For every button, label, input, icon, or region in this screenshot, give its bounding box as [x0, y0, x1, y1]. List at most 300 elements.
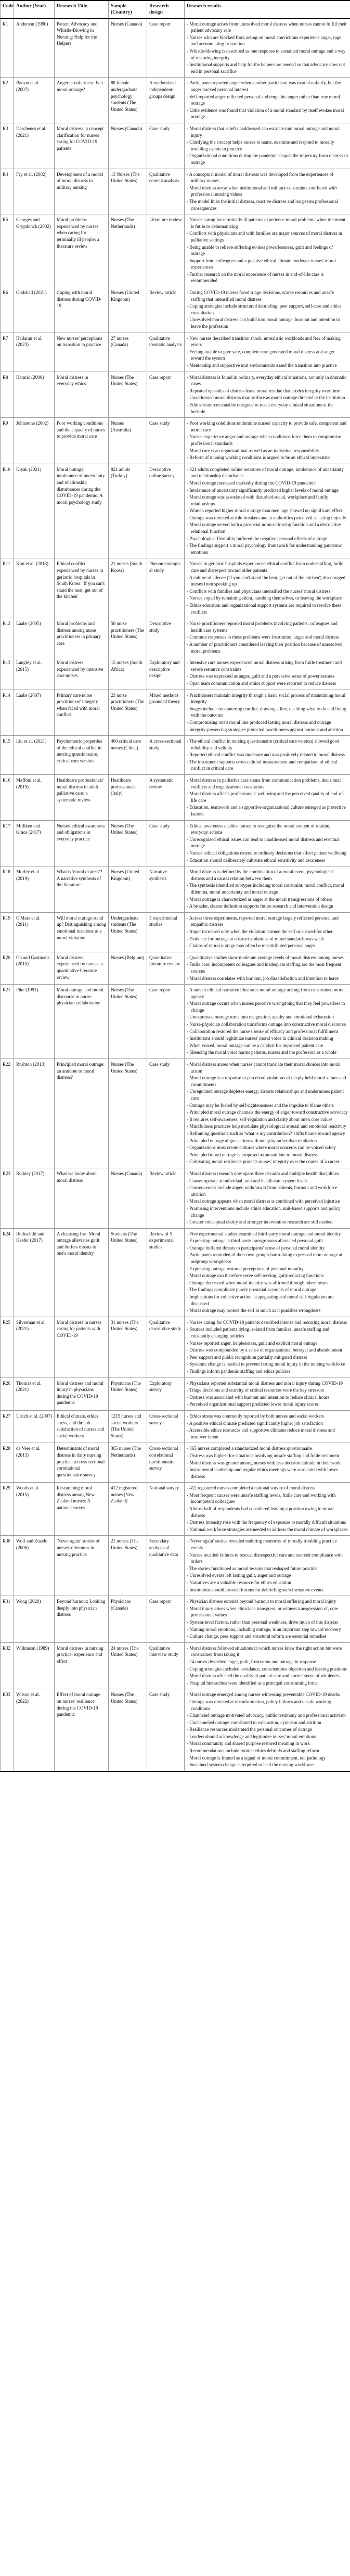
result-item: - When voiced, moral outrage can be a catalyst for improved patient care [187, 1042, 348, 1049]
design-cell: Quantitative literature review [147, 952, 185, 984]
design-cell: Qualitative descriptive study [147, 1317, 185, 1378]
design-cell: A cross-sectional study [147, 736, 185, 775]
design-cell: National survey [147, 1483, 185, 1536]
table-row [1, 123, 350, 169]
table-row [1, 558, 350, 618]
result-item: - A nurse's clinical narrative illustrates moral outrage arising from constrained moral agency [187, 987, 348, 1000]
design-cell: Case study [147, 123, 185, 169]
result-item: - Physician distress extends beyond burnout to moral suffering and moral injury [187, 1598, 348, 1605]
result-item: - Ethical awareness enables nurses to recognize the moral content of routine, everyday actions [187, 823, 348, 836]
result-item: - Conflicts with families and physicians intensified the nurses' moral distress [187, 588, 348, 595]
design-cell: Exploratory and descriptive design [147, 657, 185, 690]
table-row [1, 1228, 350, 1317]
result-item: - Outrage decreased when moral identity was affirmed through other means [187, 1280, 348, 1286]
result-item: - Moral injury arises when clinicians transgress, or witness transgression of, core professional values [187, 1605, 348, 1618]
result-item: - Education should deliberately cultivate ethical sensitivity and awareness [187, 857, 348, 864]
title-cell: What is 'moral distress'? A narrative synthesis of the literature [55, 866, 109, 913]
results-cell [185, 1483, 350, 1536]
table-row [1, 1443, 350, 1483]
result-item: - A number of practitioners considered leaving their position because of unresolved moral problems [187, 641, 348, 654]
title-cell: Principled moral outrage: an antidote to moral distress? [55, 1059, 109, 1168]
result-item: - Sustained system change is required to heal the nursing workforce [187, 1762, 348, 1768]
column-header: Sample (Country) [109, 1, 147, 18]
design-cell: Case report [147, 372, 185, 418]
result-item: - Moral distress followed situations in which nurses knew the right action but were constrained from taking it [187, 1645, 348, 1658]
title-cell: Patient Advocacy and Whistle-Blowing in Nursing: Help for the Helpers [55, 18, 109, 78]
result-item: - Nurses recalled failures to rescue, disrespectful care and coerced compliance with orders [187, 1552, 348, 1565]
table-row [1, 912, 350, 952]
table-row [1, 736, 350, 775]
code-cell: R1 [1, 18, 14, 78]
table-row [1, 1059, 350, 1168]
result-item: - Integrity-preserving strategies protected practitioners against burnout and attrition [187, 726, 348, 733]
result-item: - 365 nurses completed a standardized moral distress questionnaire [187, 1445, 348, 1452]
sample-cell: Nurses (Canada) [109, 123, 147, 169]
sample-cell: 13 Nurses (The United States) [109, 169, 147, 214]
author-cell: Deschenes et al. (2021) [14, 123, 55, 169]
author-cell: Milliken and Grace (2017) [14, 820, 55, 866]
title-cell: Ethical conflict experienced by nurses in geriatric hospitals in South Korea: 'If you can't stand the heat, get out of the kitchen' [55, 558, 109, 618]
result-item: - Promising interventions include ethics education, unit-based supports and policy change [187, 1205, 348, 1218]
sample-cell: Nurses (Australia) [109, 418, 147, 464]
results-cell [185, 952, 350, 984]
result-item: - The findings complicate purely prosocial accounts of moral outrage [187, 1286, 348, 1293]
result-item: - Nurses in geriatric hospitals experienced ethical conflict from understaffing, futile care and disrespect toward older patients [187, 560, 348, 573]
result-item: - Consequences include anger, withdrawal from patients, burnout and workforce attrition [187, 1184, 348, 1197]
author-cell: de Veer et al. (2013) [14, 1443, 55, 1483]
author-cell: Wilkinson (1989) [14, 1642, 55, 1689]
design-cell: 3 experimental studies [147, 912, 185, 952]
title-cell: Ethical climate, ethics stress, and the job satisfaction of nurses and social workers [55, 1410, 109, 1443]
sample-cell: Nurses (United Kingdom) [109, 287, 147, 333]
design-cell: A systematic review [147, 775, 185, 821]
table-row [1, 1317, 350, 1378]
result-item: - Ethics education and organizational support systems are required to resolve these conflicts [187, 602, 348, 615]
table-header-row [1, 1, 350, 18]
result-item: - Silencing the moral voice harms patients, nurses and the profession as a whole [187, 1049, 348, 1056]
sample-cell: Physicians (The United States) [109, 1378, 147, 1410]
code-cell: R33 [1, 1689, 14, 1771]
code-cell: R28 [1, 1443, 14, 1483]
code-cell: R21 [1, 985, 14, 1059]
result-item: - Outrage buffered threats to participants' sense of personal moral identity [187, 1245, 348, 1252]
author-cell: Wolf and Zuzelo (2006) [14, 1536, 55, 1596]
result-item: - Expressing outrage at third-party transgressors alleviated personal guilt [187, 1238, 348, 1244]
author-cell: Godshall (2021) [14, 287, 55, 333]
result-item: - Moral outrage was associated with disturbed social, workplace and family relationships [187, 494, 348, 507]
code-cell: R3 [1, 123, 14, 169]
design-cell: Case study [147, 418, 185, 464]
result-item: - Expressing outrage restored perceptions of personal morality [187, 1266, 348, 1272]
result-item: - Moral outrage emerged among nurses witnessing preventable COVID-19 deaths [187, 1691, 348, 1698]
sample-cell: Nurses (The United States) [109, 1059, 147, 1168]
design-cell: Secondary analysis of qualitative data [147, 1536, 185, 1596]
result-item: - Intolerance of uncertainty significantly predicted higher levels of moral outrage [187, 487, 348, 494]
result-item: - Reported ethical conflict was moderate and was positively related to moral distress [187, 751, 348, 758]
author-cell: Fry et al. (2002) [14, 169, 55, 214]
result-item: - Unresolved moral distress can build into moral outrage, burnout and intention to leave the profession [187, 316, 348, 329]
author-cell: Batson et al. (2007) [14, 78, 55, 123]
title-cell: Determinants of moral distress in daily nursing practice: a cross sectional correlational questionnaire survey [55, 1443, 109, 1483]
code-cell: R26 [1, 1378, 14, 1410]
results-cell [185, 558, 350, 618]
result-item: - Moral outrage arises from unresolved moral distress when nurses cannot fulfill their patient advocacy role [187, 21, 348, 34]
result-item: - Common responses to these problems were frustration, anger and moral distress [187, 634, 348, 641]
result-item: - Moral outrage served both a prosocial norm-enforcing function and a destructive relational function [187, 521, 348, 534]
result-item: - Nurses' ethical obligations extend to ordinary decisions that affect patient wellbeing [187, 850, 348, 857]
code-cell: R12 [1, 618, 14, 657]
results-cell [185, 287, 350, 333]
title-cell: Moral problems and distress among nurse practitioners in primary care [55, 618, 109, 657]
result-item: - Outrage was directed at misinformation, policy failures and unsafe working conditions [187, 1699, 348, 1712]
results-cell [185, 372, 350, 418]
column-header: Code [1, 1, 14, 18]
result-item: - Outrage was directed at rule-breakers and at authorities perceived as acting unjustly [187, 515, 348, 521]
code-cell: R32 [1, 1642, 14, 1689]
result-item: - Distress was associated with burnout and intention to reduce clinical hours [187, 1394, 348, 1401]
title-cell: Moral distress and moral injury in physicians during the COVID-19 pandemic [55, 1378, 109, 1410]
result-item: - Moral distress that is left unaddressed can escalate into moral outrage and moral injury [187, 125, 348, 138]
results-cell [185, 214, 350, 287]
design-cell: Case study [147, 1059, 185, 1168]
design-cell: Qualitative interview study [147, 1642, 185, 1689]
result-item: - Perceived organizational support predicted lower moral injury scores [187, 1401, 348, 1408]
result-item: - Participants reported anger when another participant was treated unfairly, but the anger tracked personal interest [187, 80, 348, 93]
code-cell: R11 [1, 558, 14, 618]
result-item: - Self-reported anger reflected personal and empathic anger rather than true moral outrage [187, 94, 348, 107]
result-item: - Clarifying the concept helps nurses to name, examine and respond to morally troubling events in practice [187, 139, 348, 152]
result-item: - Channeled outrage motivated advocacy, public testimony and professional activism [187, 1712, 348, 1719]
design-cell: A randomized independent-groups design [147, 78, 185, 123]
author-cell: Woods et al. (2015) [14, 1483, 55, 1536]
author-cell: Hamric (2000) [14, 372, 55, 418]
design-cell: Descriptive online survey [147, 464, 185, 558]
result-item: - Nurse practitioners reported moral problems involving patients, colleagues and health care systems [187, 620, 348, 633]
title-cell: Moral distress experienced by intensive care nurses [55, 657, 109, 690]
sample-cell: Nurses (The Netherlands) [109, 214, 147, 287]
results-cell [185, 333, 350, 372]
sample-cell: 1215 nurses and social workers (The United States) [109, 1410, 147, 1443]
result-item: - It requires self-awareness, self-regulation and clarity about one's core values [187, 1116, 348, 1123]
table-row [1, 1596, 350, 1643]
results-cell [185, 1443, 350, 1483]
result-item: - Moral distress correlates with burnout, job dissatisfaction and intention to leave [187, 975, 348, 982]
results-cell [185, 912, 350, 952]
results-cell [185, 866, 350, 913]
table-row [1, 1483, 350, 1536]
sample-cell: 88 female undergraduate psychology students (The United States) [109, 78, 147, 123]
results-cell [185, 418, 350, 464]
author-cell: O'Mara et al. (2011) [14, 912, 55, 952]
code-cell: R27 [1, 1410, 14, 1443]
design-cell: Narrative synthesis [147, 866, 185, 913]
result-item: - Stages include encountering conflict, drawing a line, deciding what to do and living with the outcome [187, 706, 348, 719]
result-item: - Repeated episodes of distress leave moral residue that erodes integrity over time [187, 388, 348, 394]
result-item: - Collaboration restored the nurse's sense of efficacy and professional fulfillment [187, 1028, 348, 1035]
title-cell: Moral outrage and moral discourse in nurse-physician collaboration [55, 985, 109, 1059]
result-item: - Culture change, peer support and structural reform are essential remedies [187, 1633, 348, 1640]
author-cell: Laabs (2005) [14, 618, 55, 657]
result-item: - Organizations must create cultures where moral concerns can be voiced safely [187, 1144, 348, 1151]
design-cell: Cross-sectional correlational questionnaire survey [147, 1443, 185, 1483]
table-row [1, 1689, 350, 1771]
sample-cell: 365 nurses (The Netherlands) [109, 1443, 147, 1483]
result-item: - Ethics stress was commonly reported by both nurses and social workers [187, 1413, 348, 1420]
result-item: - Reform of nursing working conditions is argued to be an ethical imperative [187, 454, 348, 461]
title-cell: Psychometric properties of the ethical conflict in nursing questionnaire, critical care version [55, 736, 109, 775]
title-cell: Effect of moral outrage on nurses' resilience during the COVID-19 pandemic [55, 1689, 109, 1771]
result-item: - Moral distress affected the quality of patient care and nurses' sense of wholeness [187, 1673, 348, 1679]
author-cell: Pike (1991) [14, 985, 55, 1059]
code-cell: R25 [1, 1317, 14, 1378]
title-cell: A cleansing fire: Moral outrage alleviates guilt and buffers threats to one's moral identity [55, 1228, 109, 1317]
table-row [1, 820, 350, 866]
result-item: - The model links the initial distress, reactive distress and long-term professional consequences [187, 198, 348, 211]
result-item: - Narratives are a valuable resource for ethics education [187, 1579, 348, 1586]
code-cell: R7 [1, 333, 14, 372]
result-item: - Moral distress research now spans three decades and multiple health disciplines [187, 1170, 348, 1177]
table-row [1, 866, 350, 913]
design-cell: Review of 5 experimental studies [147, 1228, 185, 1317]
result-item: - Physicians reported substantial moral distress and moral injury during COVID-19 [187, 1380, 348, 1387]
results-cell [185, 464, 350, 558]
design-cell: Cross-sectional survey [147, 1410, 185, 1443]
column-header: Research results [185, 1, 350, 18]
author-cell: Kim et al. (2018) [14, 558, 55, 618]
table-body [1, 18, 350, 1771]
author-cell: Georges and Grypdonck (2002) [14, 214, 55, 287]
result-item: - Intensive care nurses experienced moral distress arising from futile treatment and severe resource constraints [187, 659, 348, 672]
table-row [1, 418, 350, 464]
results-cell [185, 123, 350, 169]
result-item: - Greater conceptual clarity and stronger intervention research are still needed [187, 1219, 348, 1226]
table-row [1, 1410, 350, 1443]
result-item: - Peer support and public recognition partially mitigated distress [187, 1354, 348, 1361]
result-item: - Principled outrage aligns action with integrity rather than retaliation [187, 1138, 348, 1144]
result-item: - Five experimental studies examined third-party moral outrage and moral identity [187, 1231, 348, 1238]
sample-cell: Nurses (Canada) [109, 18, 147, 78]
title-cell: Moral problems experienced by nurses when caring for terminally ill people: a literature review [55, 214, 109, 287]
column-header: Author (Year) [14, 1, 55, 18]
result-item: - Whistle-blowing is described as one response to sustained moral outrage and a way of restoring integrity [187, 48, 348, 61]
sample-cell: 23 nurse practitioners (The United States) [109, 690, 147, 736]
design-cell: Review article [147, 1168, 185, 1228]
sample-cell: Nurses (The United States) [109, 820, 147, 866]
result-item: - Findings inform pandemic staffing and ethics policies [187, 1368, 348, 1375]
table-row [1, 985, 350, 1059]
result-item: - Moral outrage may protect the self as much as it punishes wrongdoers [187, 1307, 348, 1314]
result-item: - Quantitative studies show moderate average levels of moral distress among nurses [187, 954, 348, 961]
result-item: - Nurses who are blocked from acting on moral convictions experience anger, rage and accumulating frustration [187, 34, 348, 47]
result-item: - Instrumental leadership and regular ethics meetings were associated with lower distress [187, 1466, 348, 1480]
result-item: - Principled moral outrage channels the energy of anger toward constructive advocacy [187, 1109, 348, 1116]
result-item: - Nurses experience anger and outrage when conditions force them to compromise professional standards [187, 433, 348, 447]
result-item: - Distress intensity rose with the frequency of exposure to morally difficult situations [187, 1519, 348, 1526]
result-item: - Nurses coped by remaining silent, numbing themselves, or leaving the workplace [187, 595, 348, 602]
title-cell: Beyond burnout: Looking deeply into physician distress [55, 1596, 109, 1643]
code-cell: R16 [1, 775, 14, 821]
results-cell [185, 1378, 350, 1410]
design-cell: Case study [147, 1689, 185, 1771]
result-item: - A culture of silence ('if you can't stand the heat, get out of the kitchen') discouraged nurses from speaking up [187, 575, 348, 588]
title-cell: Development of a model of moral distress in military nursing [55, 169, 109, 214]
title-cell: 'Never again' stories of nurses: dilemmas in nursing practice [55, 1536, 109, 1596]
result-item: - Conflicts with physicians and with families are major sources of moral distress in palliative settings [187, 230, 348, 243]
results-cell [185, 169, 350, 214]
author-cell: Thomas et al. (2021) [14, 1378, 55, 1410]
result-item: - Unexpressed outrage turns into resignation, apathy and emotional exhaustion [187, 1014, 348, 1021]
result-item: - The ethical conflict in nursing questionnaire (critical care version) showed good reliability and validity [187, 738, 348, 751]
result-item: - Cultivating moral resilience protects nurses' integrity over the course of a career [187, 1158, 348, 1165]
table-row [1, 657, 350, 690]
result-item: - The synthesis identified subtypes including moral constraint, moral conflict, moral dilemma, moral uncertainty and moral outrage [187, 882, 348, 895]
result-item: - Resilience resources moderated the personal outcomes of outrage [187, 1726, 348, 1733]
result-item: - Nurses caring for terminally ill patients experience moral problems when treatment is futile or dehumanizing [187, 216, 348, 229]
result-item: - Coping strategies include structured debriefing, peer support, self-care and ethics consultation [187, 303, 348, 316]
result-item: - Women reported higher moral outrage than men; age showed no significant effect [187, 507, 348, 514]
results-cell [185, 657, 350, 690]
result-item: - A conceptual model of moral distress was developed from the experiences of military nurses [187, 171, 348, 184]
result-item: - Unaddressed moral distress may surface as moral outrage directed at the institution [187, 394, 348, 401]
result-item: - A positive ethical climate predicted significantly higher job satisfaction [187, 1420, 348, 1427]
result-item: - Little evidence was found that violation of a moral standard by itself evokes moral outrage [187, 107, 348, 120]
author-cell: Ulrich et al. (2007) [14, 1410, 55, 1443]
title-cell: Anger at unfairness: Is it moral outrage? [55, 78, 109, 123]
result-item: - Evidence for outrage at abstract violations of moral standards was weak [187, 936, 348, 942]
sample-cell: 21 nurses (The United States) [109, 1536, 147, 1596]
result-item: - Moral distress is defined by the combination of a moral event, psychological distress and a causal relation between them [187, 869, 348, 882]
result-item: - Recommendations include routine ethics debriefs and staffing reform [187, 1748, 348, 1754]
author-cell: Maffoni et al. (2019) [14, 775, 55, 821]
result-item: - Institutional supports and help for the helpers are needed so that advocacy does not end in personal sacrifice [187, 61, 348, 74]
result-item: - Anger increased only when the violation harmed the self or a cared-for other [187, 928, 348, 935]
result-item: - New nurses described transition shock, unrealistic workloads and fear of making errors [187, 335, 348, 348]
sample-cell: Physicians (Canada) [109, 1596, 147, 1643]
results-cell [185, 775, 350, 821]
title-cell: Moral outrage, intolerance of uncertainty and relationship disturbances during the COVID-19 pandemic: A moral psychology study [55, 464, 109, 558]
result-item: - Moral distress affects professionals' wellbeing and the perceived quality of end-of-life care [187, 790, 348, 804]
result-item: - Nurse-physician collaboration transforms outrage into constructive moral discourse [187, 1021, 348, 1028]
result-item: - Moral community and shared purpose restored meaning in work [187, 1740, 348, 1747]
results-cell [185, 18, 350, 78]
title-cell: New nurses' perceptions on transition to practice [55, 333, 109, 372]
sample-cell: 15 nurses (South Africa) [109, 657, 147, 690]
result-item: - Moral care is an organizational as well as an individual responsibility [187, 448, 348, 454]
result-item: - Most frequent causes were unsafe staffing levels, futile care and working with incompetent colleagues [187, 1492, 348, 1505]
author-cell: Kiyak (2021) [14, 464, 55, 558]
results-cell [185, 1317, 350, 1378]
sample-cell: 412 registered nurses (New Zealand) [109, 1483, 147, 1536]
author-cell: Morley et al. (2019) [14, 866, 55, 913]
table-row [1, 690, 350, 736]
result-item: - Distress was expressed as anger, guilt and a pervasive sense of powerlessness [187, 673, 348, 680]
result-item: - Accessible ethics resources and supportive climates reduce moral distress and turnover intent [187, 1427, 348, 1440]
column-header: Research Title [55, 1, 109, 18]
result-item: - The findings support a moral psychology framework for understanding pandemic emotions [187, 542, 348, 555]
table-row [1, 18, 350, 78]
result-item: - Ethics resources must be designed to reach everyday clinical situations at the bedside [187, 402, 348, 415]
table-row [1, 464, 350, 558]
sample-cell: 24 nurses (The United States) [109, 1642, 147, 1689]
result-item: - 24 nurses described anger, guilt, frustration and outrage in response [187, 1659, 348, 1665]
title-cell: Will moral outrage stand up? Distinguishing among emotional reactions to a moral violation [55, 912, 109, 952]
table-row [1, 78, 350, 123]
table-row [1, 214, 350, 287]
code-cell: R4 [1, 169, 14, 214]
sample-cell: Undergraduate students (The United States) [109, 912, 147, 952]
sample-cell: Nurses (The United States) [109, 372, 147, 418]
design-cell: Case study [147, 820, 185, 866]
title-cell: Moral distress: a concept clarification for nurses caring for COVID-19 patients [55, 123, 109, 169]
results-cell [185, 1059, 350, 1168]
result-item: - Causes operate at individual, unit and health care system levels [187, 1178, 348, 1184]
results-cell [185, 1642, 350, 1689]
table-row [1, 618, 350, 657]
result-item: - Implications for collective action, scapegoating and moral self-regulation are discussed [187, 1294, 348, 1307]
code-cell: R20 [1, 952, 14, 984]
result-item: - Mindfulness practices help modulate physiological arousal and emotional reactivity [187, 1123, 348, 1130]
code-cell: R6 [1, 287, 14, 333]
title-cell: Poor working conditions and the capacity of nurses to provide moral care [55, 418, 109, 464]
results-cell [185, 1410, 350, 1443]
result-item: - Support from colleagues and a positive ethical climate moderate nurses' moral experiences [187, 258, 348, 271]
results-cell [185, 1596, 350, 1643]
sample-cell: 821 adults (Turkey) [109, 464, 147, 558]
table-row [1, 372, 350, 418]
result-item: - Open team communication and ethics support were reported to reduce distress [187, 680, 348, 687]
result-item: - Unresolved events left lasting guilt, anger and outrage [187, 1572, 348, 1579]
author-cell: Liu et al. (2021) [14, 736, 55, 775]
sample-cell: Nurses (United Kingdom) [109, 866, 147, 913]
result-item: - 821 adults completed online measures of moral outrage, intolerance of uncertainty and relationship disturbance [187, 466, 348, 479]
title-cell: Primary care nurse practitioners' integrity when faced with moral conflict [55, 690, 109, 736]
code-cell: R5 [1, 214, 14, 287]
result-item: - System-level factors, rather than personal weakness, drive much of this distress [187, 1619, 348, 1626]
sample-cell: Nurses (The United States) [109, 1689, 147, 1771]
result-item: - Reframing questions such as 'what is my contribution?' shifts blame toward agency [187, 1130, 348, 1137]
design-cell: Case report [147, 985, 185, 1059]
result-item: - A broader, clearer definition supports future research and intervention design [187, 903, 348, 910]
code-cell: R9 [1, 418, 14, 464]
result-item: - Moral distress in palliative care stems from communication problems, decisional conflicts and organizational constraints [187, 777, 348, 790]
author-cell: Rothschild and Keefer (2017) [14, 1228, 55, 1317]
code-cell: R13 [1, 657, 14, 690]
author-cell: Hallaran et al. (2023) [14, 333, 55, 372]
result-item: - Moral outrage can therefore serve self-serving, guilt-reducing functions [187, 1272, 348, 1279]
result-item: - Psychological flexibility buffered the negative personal effects of outrage [187, 535, 348, 542]
result-item: - Nurses caring for COVID-19 patients described intense and recurring moral distress [187, 1319, 348, 1326]
author-cell: Laabs (2007) [14, 690, 55, 736]
table-row [1, 952, 350, 984]
result-item: - Naming moral emotions, including outrage, is an important step toward recovery [187, 1626, 348, 1633]
result-item: - Education, teamwork and a supportive organizational culture emerged as protective factors [187, 804, 348, 817]
author-cell: Silverman et al. (2021) [14, 1317, 55, 1378]
result-item: - Practitioners maintain integrity through a basic social process of maintaining moral integrity [187, 692, 348, 705]
code-cell: R2 [1, 78, 14, 123]
code-cell: R8 [1, 372, 14, 418]
result-item: - Unregulated outrage depletes energy, distorts relationships and undermines patient care [187, 1088, 348, 1101]
result-item: - The instrument supports cross-cultural measurement and comparison of ethical conflict in critical care [187, 759, 348, 772]
author-cell: Wong (2020) [14, 1596, 55, 1643]
result-item: - Moral outrage is characterized as anger at the moral transgressions of others [187, 896, 348, 903]
table-row [1, 1378, 350, 1410]
result-item: - Institutions should legitimize nurses' moral voice in clinical decision making [187, 1035, 348, 1042]
sample-cell: 31 nurses (The United States) [109, 1317, 147, 1378]
result-item: - Distress was compounded by a sense of organizational betrayal and abandonment [187, 1347, 348, 1354]
result-item: - Across three experiments, reported moral outrage largely reflected personal and empathic distress [187, 915, 348, 928]
table-row [1, 287, 350, 333]
result-item: - Moral distress arises when nurses cannot translate their moral choices into moral action [187, 1061, 348, 1074]
